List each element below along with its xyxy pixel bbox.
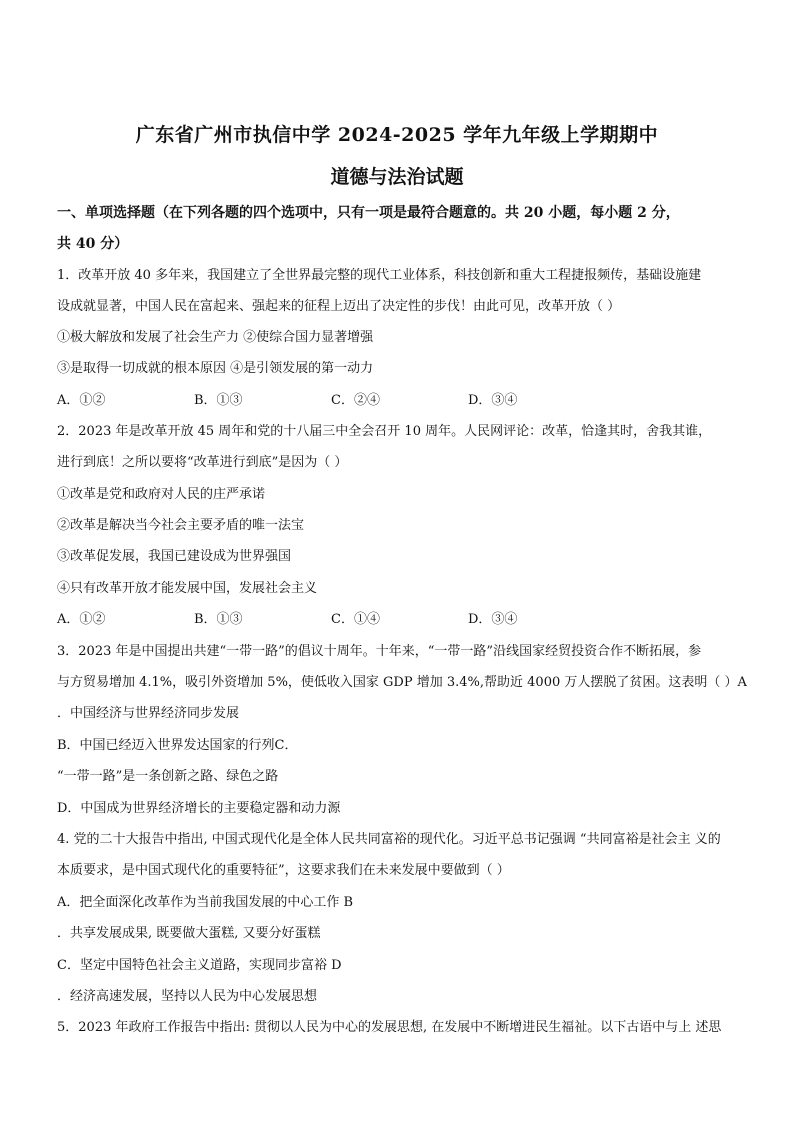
q2-stem: 2．2023 年是改革开放 45 周年和党的十八届三中全会召开 10 周年。人民网评论：改革，恰逢其时，舍我其谁， — [57, 424, 712, 439]
q4-option-b[interactable]: ．共享发展成果, 既要做大蛋糕, 又要分好蛋糕 — [57, 926, 321, 941]
q4-option-a[interactable]: A．把全面深化改革作为当前我国发展的中心工作 B — [57, 895, 354, 910]
q1-stem: 1．改革开放 40 多年来，我国建立了全世界最完整的现代工业体系，科技创新和重大工程捷报频传，基础设施建 — [57, 268, 702, 283]
option-c[interactable]: C．①④ — [331, 612, 380, 627]
q1-statement: ③是取得一切成就的根本原因 ④是引领发展的第一动力 — [57, 361, 374, 376]
option-d[interactable]: D．③④ — [468, 393, 518, 408]
q2-statement: ①改革是党和政府对人民的庄严承诺 — [57, 487, 266, 502]
q2-statement: ④只有改革开放才能发展中国，发展社会主义 — [57, 581, 318, 596]
option-b[interactable]: B．①③ — [194, 612, 243, 627]
page-title: 广东省广州市执信中学 2024-2025 学年九年级上学期期中 — [135, 124, 659, 146]
q2-stem-cont: 进行到底！之所以要将“改革进行到底”是因为（ ） — [57, 455, 348, 470]
q3-stem-cont: 与方贸易增加 4.1%，吸引外资增加 5%，使低收入国家 GDP 增加 3.4%,帮助近 4000 万人摆脱了贫困。这表明（ ）A — [57, 675, 747, 690]
q1-stem-cont: 设成就显著，中国人民在富起来、强起来的征程上迈出了决定性的步伐！由此可见，改革开放（ ） — [57, 299, 621, 314]
q3-option-b[interactable]: B．中国已经迈入世界发达国家的行列C． — [57, 738, 298, 753]
q3-option-c[interactable]: “一带一路”是一条创新之路、绿色之路 — [57, 769, 279, 784]
q4-stem-cont: 本质要求，是中国式现代化的重要特征”，这要求我们在未来发展中要做到（ ） — [57, 863, 510, 878]
q3-option-d[interactable]: D．中国成为世界经济增长的主要稳定器和动力源 — [57, 801, 341, 816]
q2-statement: ②改革是解决当今社会主要矛盾的唯一法宝 — [57, 518, 305, 533]
q3-option-a[interactable]: ．中国经济与世界经济同步发展 — [57, 706, 240, 721]
option-b[interactable]: B．①③ — [194, 393, 243, 408]
option-a[interactable]: A．①② — [57, 612, 106, 627]
option-d[interactable]: D．③④ — [468, 612, 518, 627]
q5-stem: 5．2023 年政府工作报告中指出: 贯彻以人民为中心的发展思想, 在发展中不断增进民生福祉。以下古语中与上 述思 — [57, 1020, 722, 1035]
q1-statement: ①极大解放和发展了社会生产力 ②使综合国力显著增强 — [57, 330, 374, 345]
option-c[interactable]: C．②④ — [331, 393, 380, 408]
section-heading: 一、单项选择题（在下列各题的四个选项中，只有一项是最符合题意的。共 20 小题，每小题 2 分， — [57, 205, 680, 221]
q3-stem: 3．2023 年是中国提出共建“一带一路”的倡议十周年。十年来，“一带一路”沿线国家经贸投资合作不断拓展，参 — [57, 644, 702, 659]
q4-option-d[interactable]: ．经济高速发展，坚持以人民为中心发展思想 — [57, 989, 318, 1004]
page-subtitle: 道德与法治试题 — [330, 166, 464, 188]
option-a[interactable]: A．①② — [57, 393, 106, 408]
q1-options — [57, 391, 747, 411]
q4-stem: 4. 党的二十大报告中指出, 中国式现代化是全体人民共同富裕的现代化。习近平总书记强调 “共同富裕是社会主 义的 — [57, 832, 721, 847]
section-heading-cont: 共 40 分） — [57, 236, 129, 252]
q2-options — [57, 610, 747, 630]
q4-option-c[interactable]: C．坚定中国特色社会主义道路，实现同步富裕 D — [57, 958, 342, 973]
q2-statement: ③改革促发展，我国已建设成为世界强国 — [57, 549, 292, 564]
